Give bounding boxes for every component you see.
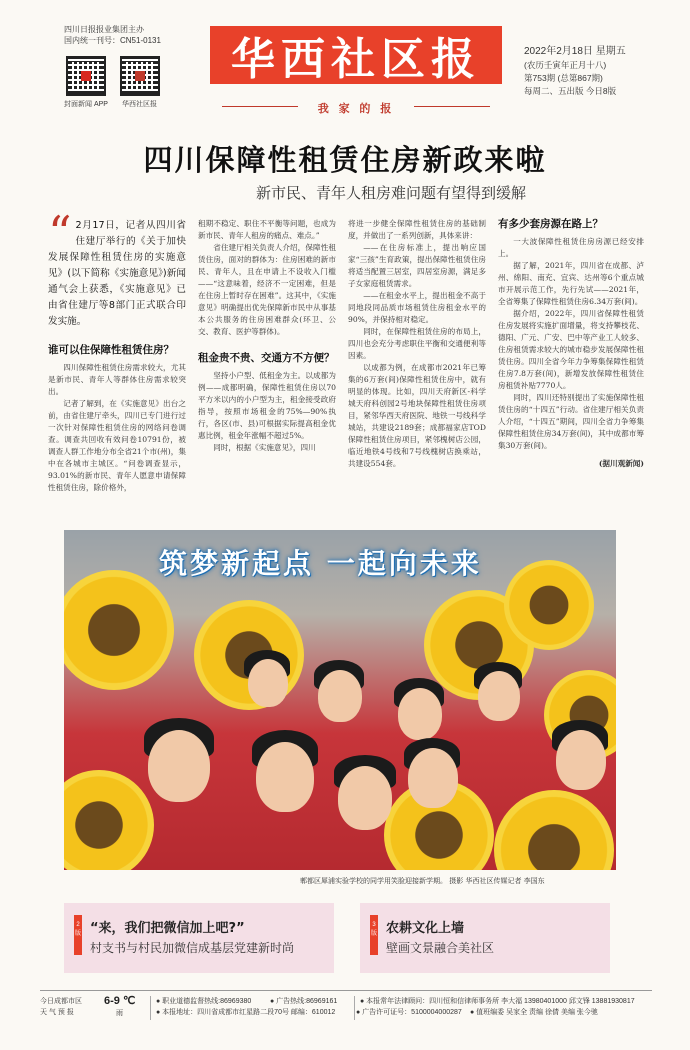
promo-box-page-2[interactable] xyxy=(64,903,334,973)
weather-condition: 雨 xyxy=(116,1010,123,1017)
section-heading-who: 谁可以住保障性租赁住房？ xyxy=(48,344,174,356)
paragraph: 将进一步健全保障性租赁住房的基础制度，并做出了一系列创新，具体来讲： xyxy=(348,219,486,240)
main-headline: 四川保障性租赁住房新政来啦 xyxy=(143,143,547,177)
article-column-4 xyxy=(498,218,644,470)
photo-title: 筑梦新起点 一起向未来 xyxy=(159,547,482,580)
paragraph: 据了解，2021年，四川省在成都、泸州、绵阳、南充、宜宾、达州等6个重点城市开展示范工作，先行先试——2021年，全省筹集了保障性租赁住房6.34万套(间)。 xyxy=(498,261,644,306)
child-face xyxy=(318,670,362,722)
child-face xyxy=(338,766,392,830)
masthead-right xyxy=(524,44,674,98)
footer-divider xyxy=(150,996,151,1020)
child-face xyxy=(256,742,314,812)
footer-divider xyxy=(354,996,355,1020)
child-face xyxy=(148,730,210,802)
child-face xyxy=(478,671,520,721)
publish-schedule: 每周二、五出版 今日8版 xyxy=(524,86,617,96)
masthead-slogan: 我 家 的 报 xyxy=(317,102,395,115)
lunar-date: (农历壬寅年正月十八) xyxy=(524,60,607,70)
cn-number-text: 国内统一刊号：CN51-0131 xyxy=(64,36,161,45)
child-face xyxy=(408,748,458,808)
paragraph: 租期不稳定、职住不平衡等问题，也成为新市民、青年人租房的痛点、难点。” xyxy=(198,219,336,240)
promo-title: 农耕文化上墙 xyxy=(386,921,465,936)
article-column-1 xyxy=(48,206,186,494)
article-lede xyxy=(48,206,186,330)
promo-subtitle: 村支书与村民加微信成基层党建新时尚 xyxy=(90,941,295,955)
weather-label-line: 天 气 预 报 xyxy=(40,1009,74,1016)
ethics-hotline: ● 职业道德监督热线:86969380 xyxy=(156,998,252,1005)
publisher-text: 四川日报报业集团主办 xyxy=(64,25,144,34)
photo-caption: 郫都区犀浦实验学校的同学用笑脸迎接新学期。 摄影 华西社区传媒记者 李国东 xyxy=(300,877,545,885)
weather-label-line: 今日成都市区 xyxy=(40,998,82,1005)
qr-newspaper-label: 华西社区报 xyxy=(122,101,157,108)
main-subheadline: 新市民、青年人租房难问题有望得到缓解 xyxy=(255,184,526,202)
lede-text: 2月17日，记者从四川省住建厅举行的《关于加快发展保障性租赁住房的实施意见》(以下简称《实施意见》)新闻通气会上获悉，《实施意见》已由省住建厅等8部门正式联合印发实施。 xyxy=(48,220,186,327)
sunflower xyxy=(504,560,594,650)
article-source: (据川观新闻) xyxy=(598,459,644,468)
ad-hotline: ● 广告热线:86969161 xyxy=(270,998,338,1005)
article-column-2 xyxy=(198,218,336,454)
paragraph: 记者了解到，在《实施意见》出台之前，由省住建厅牵头，四川已专门进行过一次针对保障性租赁住房的网络问卷调查。调查共回收有效问卷10791份，被调查人群工作地分布全省21个市(州)，集中在各城市主城区。“问卷调查显示，93.01%的新市民、青年人愿意申请保障性租赁住房，除价格外， xyxy=(48,399,186,492)
paragraph: 一大波保障性租赁住房房源已经安排上。 xyxy=(498,237,644,258)
promo-title: “来，我们把微信加上吧?” xyxy=(90,921,245,936)
paragraph: ——在住房标准上，提出响应国家“三孩”生育政策，提出保障性租赁住房将适当配置三居室，四居室房源，满足多子女家庭租赁需求。 xyxy=(348,243,486,288)
child-face xyxy=(248,659,288,707)
paragraph: 同时，在保障性租赁住房的布局上，四川也会充分考虑职住平衡和交通便利等因素。 xyxy=(348,327,486,360)
footer-legal xyxy=(360,996,660,1007)
sunflower xyxy=(64,770,154,870)
paragraph: 坚持小户型、低租金为主。以成都为例——成都明确，保障性租赁住房以70平方米以内的小户型为主，租金接受政府指导，按照市场租金的75%—90%执行，各区(市、县)可根据实际提高租金优惠比例，租金年涨幅不超过5%。 xyxy=(198,371,336,440)
section-heading-supply: 有多少套房源在路上？ xyxy=(498,218,603,230)
masthead-left xyxy=(64,24,204,46)
office-address: ● 本报地址：四川省成都市红星路二段70号 邮编：610012 xyxy=(156,1009,336,1016)
promo-page-tag: 2版 xyxy=(74,915,82,955)
quote-mark-icon: “ xyxy=(48,206,72,260)
ad-license: ● 广告许可证号：5100004000287 xyxy=(356,1009,462,1016)
footer-ads xyxy=(270,996,360,1007)
paragraph: 以成都为例，在成都市2021年已筹集的6万套(间)保障性租赁住房中，就有明显的体现。比如，四川天府新区-科学城天府科创园2号地块保障性租赁住房项目，紧邻华西天府医院、地铁一号线科学城站，共建设2189套；成都福家店TOD保障性租赁住房项目，紧邻槐树店公园，临近地铁4号线和7号线槐树店换乘站，共建设554套。 xyxy=(348,363,486,468)
promo-subtitle: 壁画文景融合美社区 xyxy=(386,941,495,955)
paragraph: ——在租金水平上，提出租金不高于同地段同品质市场租赁住房租金水平的90%，并保持相对稳定。 xyxy=(348,291,486,324)
qr-app-label: 封面新闻 APP xyxy=(64,101,108,108)
paragraph: 四川保障性租赁住房需求较大，尤其是新市民、青年人等群体住房需求较突出。 xyxy=(48,363,186,396)
masthead-title: 华西社区报 xyxy=(231,34,481,85)
child-face xyxy=(398,688,442,740)
duty-staff: ● 值班编委 吴家全 责编 徐倩 美编 张今驰 xyxy=(470,1009,598,1016)
issue-number: 第753期 (总第867期) xyxy=(524,73,603,83)
legal-counsel: ● 本报常年法律顾问：四川恒和信律师事务所 李大福 13980401000 邱文锋 13881930817 xyxy=(360,998,635,1005)
weather-temperature: 6-9 ℃ xyxy=(104,995,136,1007)
paragraph: 据介绍，2022年，四川省保障性租赁住房发展将实施扩面增量，将支持攀枝花、德阳、广元、广安、巴中等产业工人较多、住房租赁需求较大的城市稳步发展保障性租赁住房。四川全省今年力争筹集保障性租赁住房7.8万套(间)，新增发放保障性租赁住房租赁补贴7770人。 xyxy=(498,309,644,390)
article-column-3 xyxy=(348,218,486,470)
paragraph: 同时，四川还特别提出了实施保障性租赁住房的“十四五”行动。省住建厅相关负责人介绍，“十四五”期间，四川全省力争筹集保障性租赁住房34万套(间)，其中成都市筹集30万套(间)。 xyxy=(498,393,644,450)
newspaper-masthead xyxy=(210,26,502,84)
promo-page-tag: 3版 xyxy=(370,915,378,955)
qr-code-app[interactable] xyxy=(66,56,106,96)
footer-rule xyxy=(40,990,652,991)
qr-code-newspaper[interactable] xyxy=(120,56,160,96)
issue-date: 2022年2月18日 星期五 xyxy=(524,46,626,57)
paragraph: 同时，根据《实施意见》，四川 xyxy=(213,443,316,452)
promo-box-page-3[interactable] xyxy=(360,903,610,973)
sunflower xyxy=(64,570,174,690)
weather-label xyxy=(40,996,100,1018)
sunflower xyxy=(494,790,614,870)
child-face xyxy=(556,730,606,790)
feature-photo xyxy=(64,530,616,870)
paragraph: 省住建厅相关负责人介绍，保障性租赁住房，面对的群体为：住房困难的新市民、青年人，且在申请上不设收入门槛——“这意味着，经济不一定困难，但是在住房上暂时存在困难”。这其中，《实施意见》明确提出优先保障新市民中从事基本公共服务的住房困难群众(环卫、公交、教育、医护等群体)。 xyxy=(198,243,336,336)
section-heading-rent: 租金贵不贵、交通方不方便？ xyxy=(198,352,335,364)
